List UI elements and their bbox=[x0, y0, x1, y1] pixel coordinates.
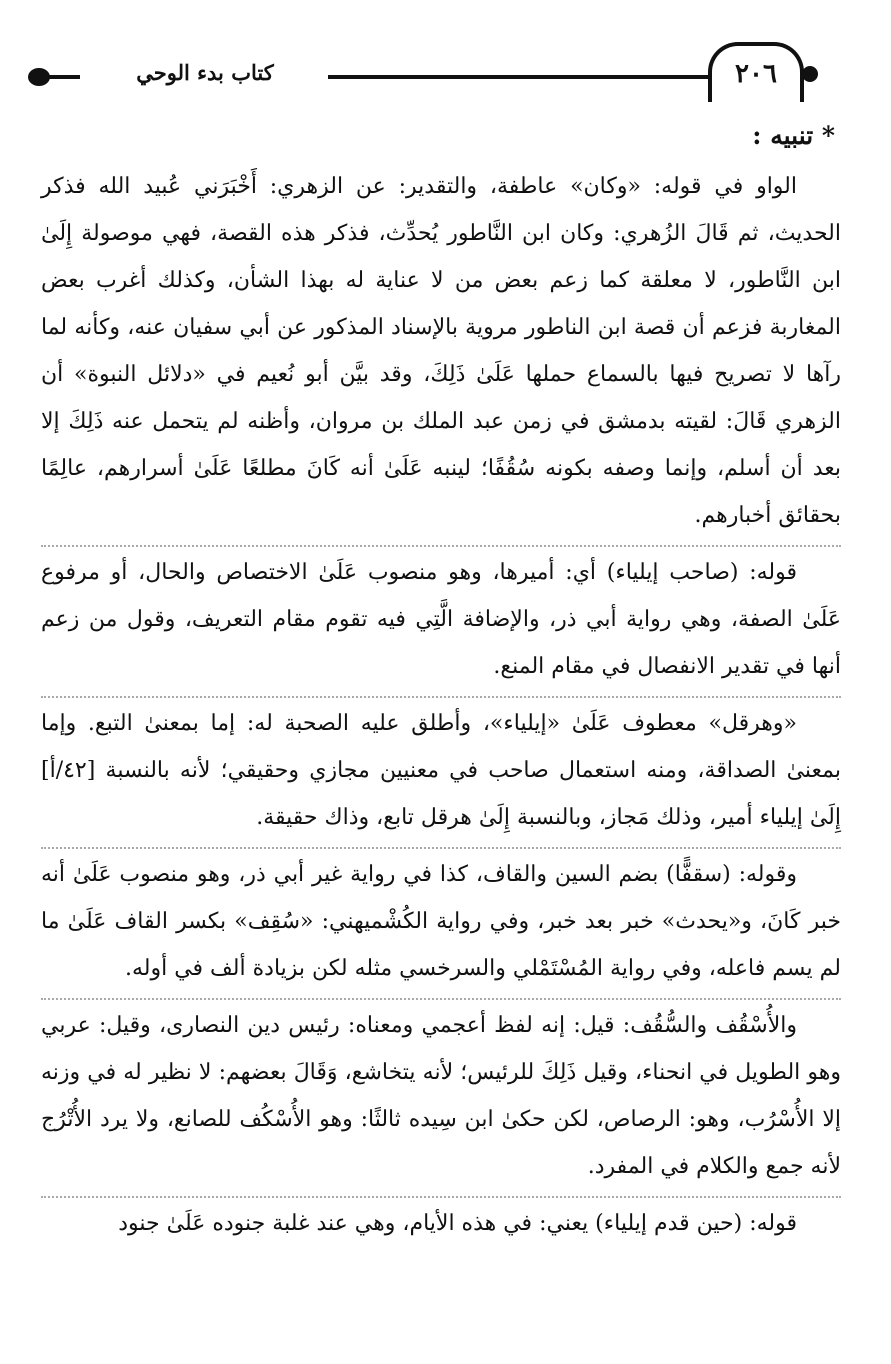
header-rule bbox=[328, 75, 738, 79]
page-body bbox=[41, 112, 841, 1247]
page-header bbox=[28, 40, 828, 110]
header-ornament-dot-right bbox=[802, 66, 818, 82]
page-number: ٢٠٦ bbox=[735, 59, 777, 89]
page-number-badge bbox=[708, 42, 804, 102]
paragraph: «وهرقل» معطوف عَلَىٰ «إيلياء»، وأطلق عليه الصحبة له: إما بمعنىٰ التبع. وإما بمعنىٰ الصداقة، ومنه استعمال صاحب في معنيين مجازي وحقيقي؛ لأنه بالنسبة [٤٢/أ] إِلَىٰ إيلياء أمير، وذلك مَجاز، وبالنسبة إِلَىٰ هرقل تابع، وذاك حقيقة. bbox=[41, 696, 841, 841]
running-title: كتاب بدء الوحي bbox=[136, 60, 274, 85]
header-ornament-dash-left bbox=[46, 75, 80, 79]
paragraph: والأُسْقُف والسُّقُف: قيل: إنه لفظ أعجمي ومعناه: رئيس دين النصارى، وقيل: عربي وهو الطويل في انحناء، وقيل ذَلِكَ للرئيس؛ لأنه يتخاشع، وَقَالَ بعضهم: لا نظير له في وزنه إلا الأُسْرُب، وهو: الرصاص، لكن حكىٰ ابن سِيده ثالثًا: وهو الأُسْكُف للصانع، ولا يرد الأُتْرُج لأنه جمع والكلام في المفرد. bbox=[41, 998, 841, 1190]
section-heading: * تنبيه : bbox=[752, 121, 835, 150]
paragraph: وقوله: (سقفًّا) بضم السين والقاف، كذا في رواية غير أبي ذر، وهو منصوب عَلَىٰ أنه خبر كَانَ، و«يحدث» خبر بعد خبر، وفي رواية الكُشْميهني: «سُقِف» بكسر القاف عَلَىٰ ما لم يسم فاعله، وفي رواية المُسْتَمْلي والسرخسي مثله لكن بزيادة ألف في أوله. bbox=[41, 847, 841, 992]
paragraph: قوله: (حين قدم إيلياء) يعني: في هذه الأيام، وهي عند غلبة جنوده عَلَىٰ جنود bbox=[41, 1196, 841, 1247]
paragraph: الواو في قوله: «وكان» عاطفة، والتقدير: عن الزهري: أَخْبَرَني عُبيد الله فذكر الحديث، ثم قَالَ الزُهري: وكان ابن النَّاطور يُحدِّث، فذكر هذه القصة، فهي موصولة إِلَىٰ ابن النَّاطور، لا معلقة كما زعم بعض من لا عناية له بهذا الشأن، وكذلك أغرب بعض المغاربة فزعم أن قصة ابن الناطور مروية بالإسناد المذكور عن أبي سفيان عنه، وكأنه لما رآها لا تصريح فيها بالسماع حملها عَلَىٰ ذَلِكَ، وقد بيَّن أبو نُعيم في «دلائل النبوة» أن الزهري قَالَ: لقيته بدمشق في زمن عبد الملك بن مروان، وأظنه لم يتحمل عنه ذَلِكَ إلا بعد أن أسلم، وإنما وصفه بكونه سُقُفًا؛ لينبه عَلَىٰ أنه كَانَ مطلعًا عَلَىٰ أسرارهم، عالِمًا بحقائق أخبارهم. bbox=[41, 174, 841, 528]
paragraph: قوله: (صاحب إيلياء) أي: أميرها، وهو منصوب عَلَىٰ الاختصاص والحال، أو مرفوع عَلَىٰ الصفة، وهي رواية أبي ذر، والإضافة الَّتِي فيه تقوم مقام التعريف، وقول من زعم أنها في تقدير الانفصال في مقام المنع. bbox=[41, 545, 841, 690]
